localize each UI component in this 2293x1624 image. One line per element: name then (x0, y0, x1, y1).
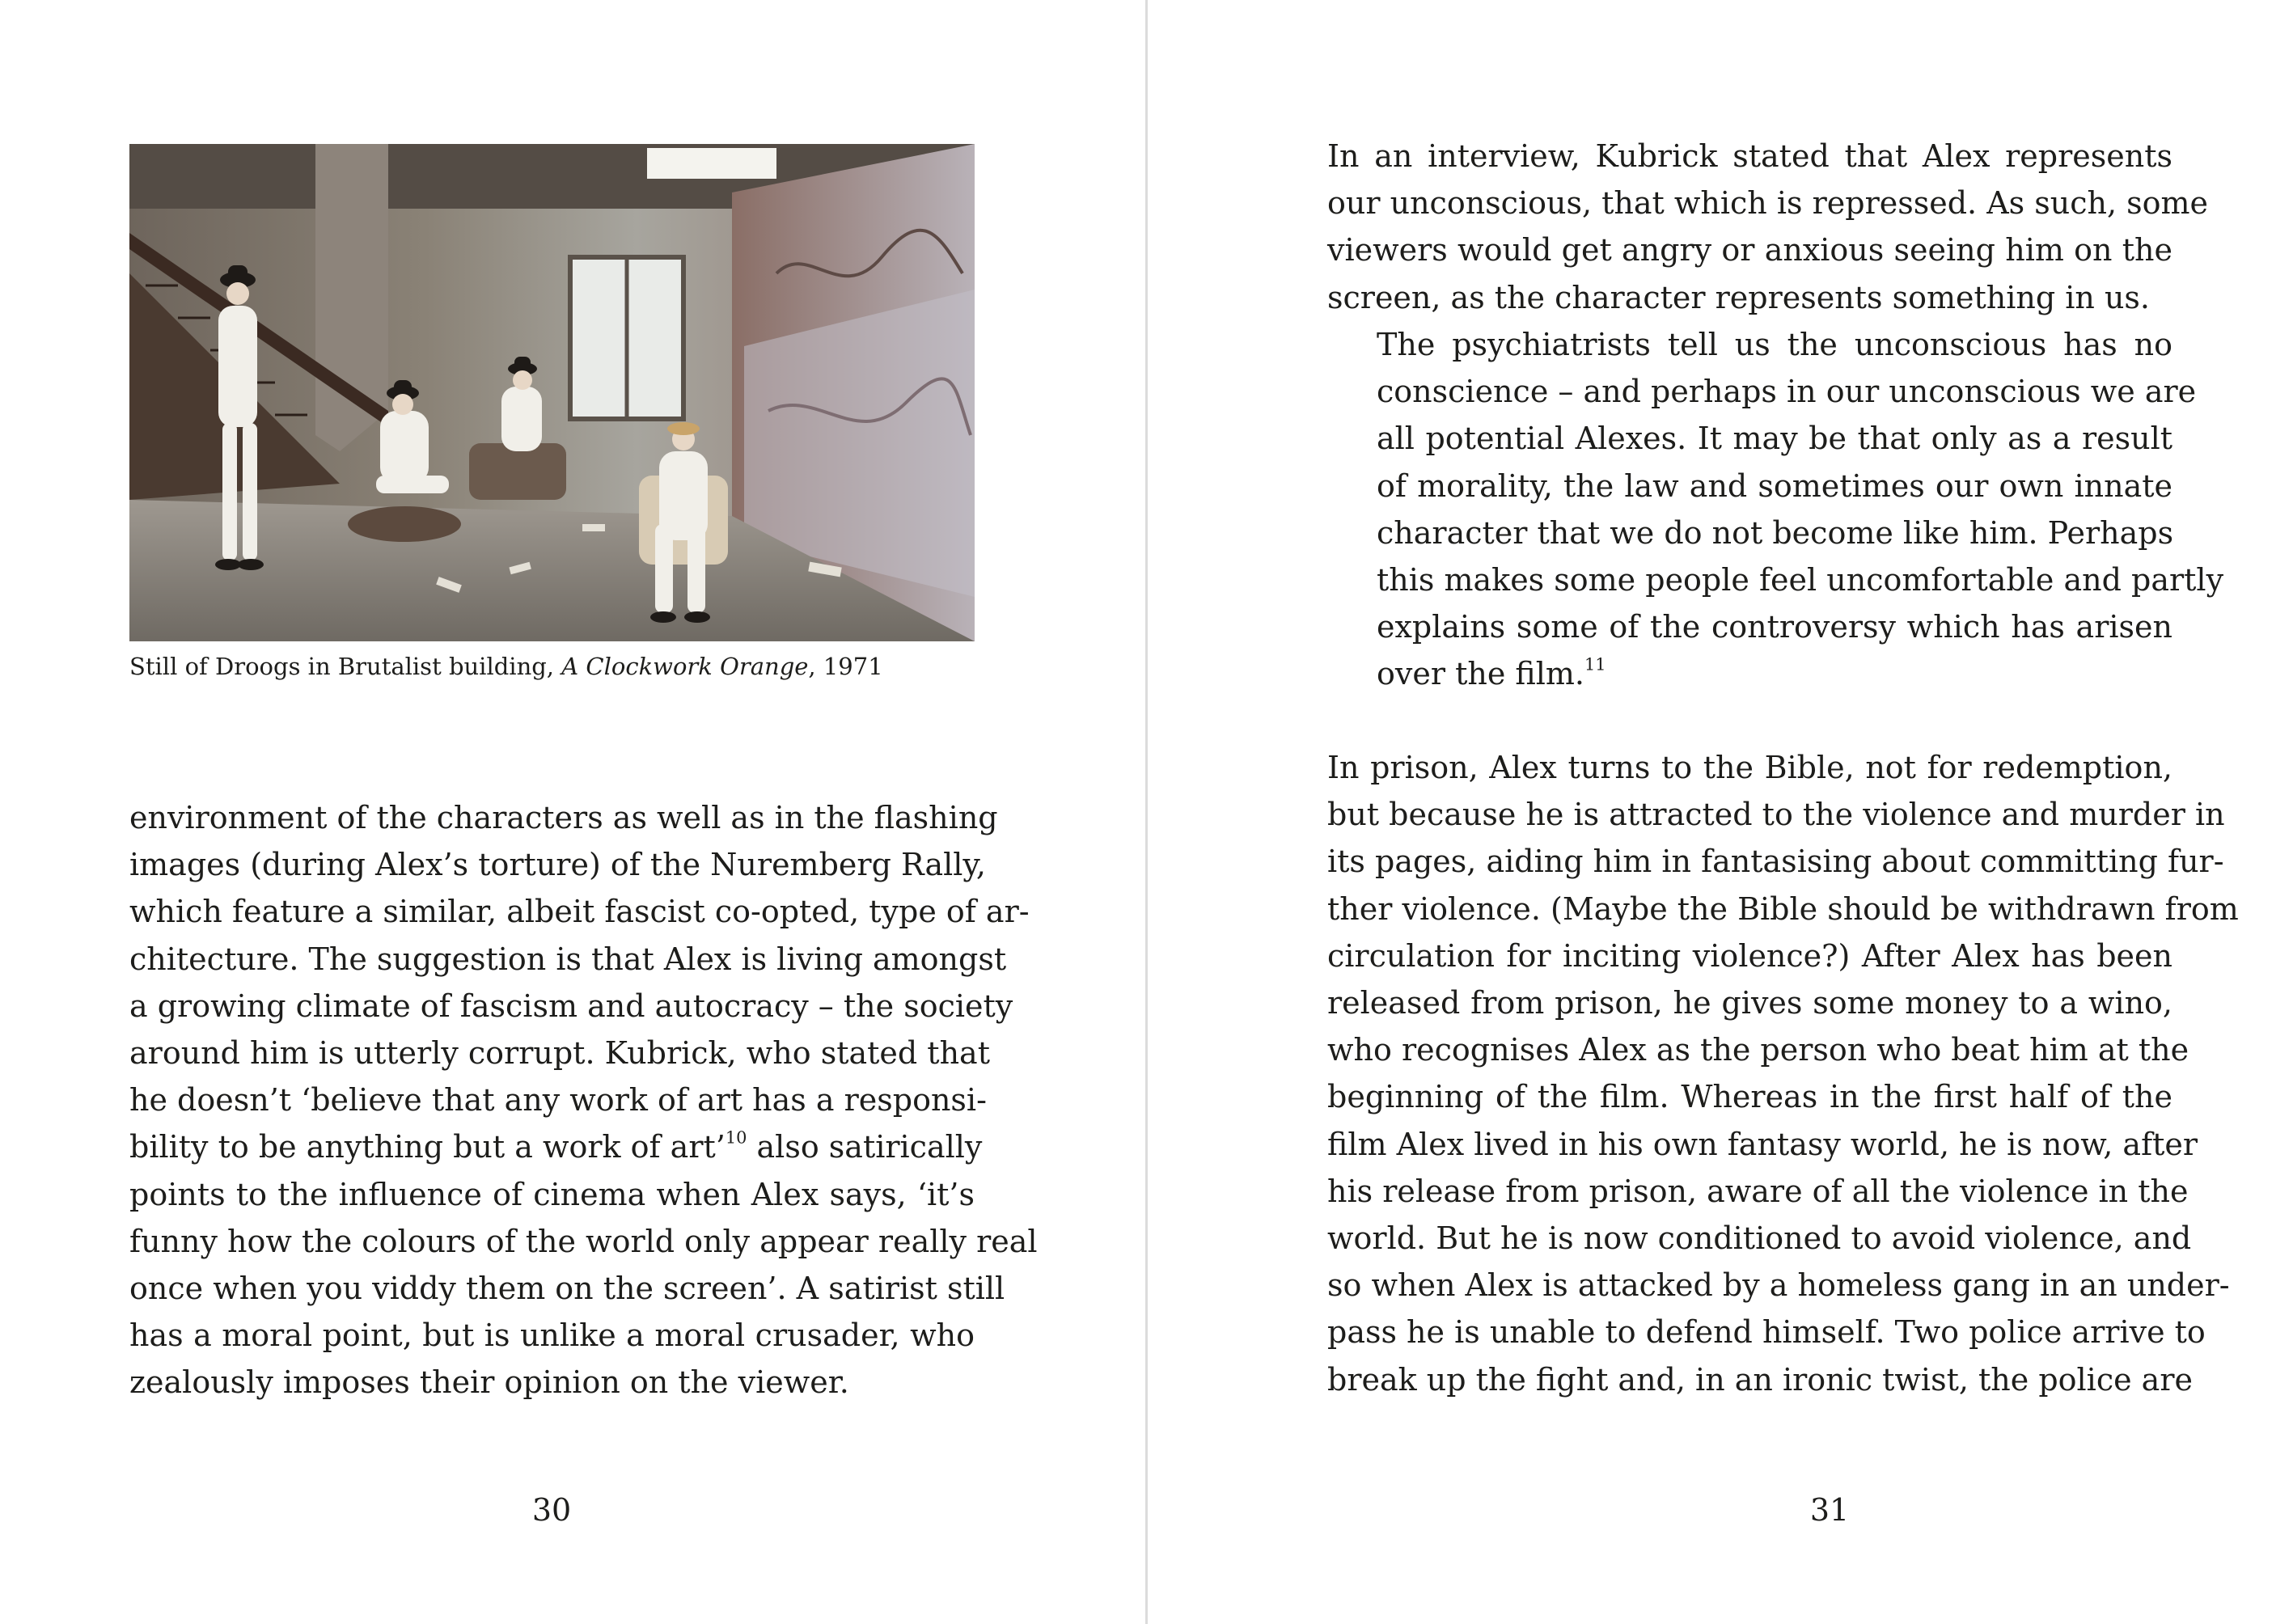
text-line: ther violence. (Maybe the Bible should be withdrawn from (1327, 890, 2239, 927)
left-body-text (129, 794, 1038, 1406)
text-line: which feature a similar, albeit fascist co-opted, type of ar- (129, 894, 1030, 930)
text-line: our unconscious, that which is repressed. As such, some (1327, 185, 2209, 222)
text-line: break up the fight and, in an ironic twist, the police are (1327, 1361, 2193, 1398)
quote-line: character that we do not become like him. Perhaps (1377, 514, 2174, 551)
text-line: film Alex lived in his own fantasy world, he is now, after (1327, 1126, 2198, 1162)
text-line: viewers would get angry or anxious seeing him on the (1327, 232, 2172, 269)
text-line: In an interview, Kubrick stated that Alex represents (1327, 138, 2172, 174)
quote-line: explains some of the controversy which has arisen (1377, 609, 2172, 645)
text-line: pass he is unable to defend himself. Two police arrive to (1327, 1314, 2206, 1351)
caption-film-title: A Clockwork Orange (561, 653, 809, 680)
text-line: screen, as the character represents something in us. (1327, 279, 2151, 315)
text-line: funny how the colours of the world only appear really real (129, 1223, 1038, 1259)
text-line: images (during Alex’s torture) of the Nuremberg Rally, (129, 847, 986, 883)
text-line: but because he is attracted to the violence and murder in (1327, 797, 2225, 833)
text-line: points to the influence of cinema when Alex says, ‘it’s (129, 1176, 975, 1212)
text-line: his release from prison, aware of all the violence in the (1327, 1173, 2189, 1209)
text-line: once when you viddy them on the screen’. A satirist still (129, 1271, 1005, 1307)
left-page (0, 0, 1145, 1624)
paragraph-prison (1327, 744, 2239, 1403)
text-line: beginning of the film. Whereas in the first half of the (1327, 1079, 2172, 1115)
right-page (1148, 0, 2293, 1624)
text-line: its pages, aiding him in fantasising about committing fur- (1327, 844, 2224, 880)
text-fragment: over the film. (1377, 656, 1585, 692)
text-line: released from prison, he gives some money to a wino, (1327, 985, 2172, 1021)
quote-line: The psychiatrists tell us the unconscious has no (1377, 327, 2172, 362)
quote-line: all potential Alexes. It may be that only as a result (1377, 421, 2172, 457)
text-line: environment of the characters as well as in the flashing (129, 800, 998, 835)
text-line: world. But he is now conditioned to avoid violence, and (1327, 1220, 2192, 1257)
page-number-right: 31 (1809, 1492, 1850, 1528)
text-line-with-footnote (129, 1123, 983, 1170)
quote-line: of morality, the law and sometimes our own innate (1377, 467, 2172, 504)
figure-caption (129, 647, 975, 686)
quote-line-with-footnote (1377, 650, 2172, 697)
text-line: has a moral point, but is unlike a moral crusader, who (129, 1317, 975, 1354)
text-line: circulation for inciting violence?) After Alex has been (1327, 937, 2172, 974)
block-quote (1377, 321, 2224, 698)
text-fragment: bility to be anything but a work of art’ (129, 1129, 726, 1165)
text-line: zealously imposes their opinion on the viewer. (129, 1364, 849, 1401)
text-line: a growing climate of fascism and autocracy – the society (129, 988, 1013, 1024)
text-line: he doesn’t ‘believe that any work of art has a responsi- (129, 1082, 987, 1119)
film-still-image (129, 144, 975, 641)
footnote-ref-11[interactable]: 11 (1584, 654, 1606, 675)
footnote-ref-10[interactable]: 10 (725, 1127, 747, 1148)
text-line: so when Alex is attacked by a homeless gang in an under- (1327, 1267, 2230, 1304)
caption-text: Still of Droogs in Brutalist building, (129, 653, 555, 680)
quote-line: this makes some people feel uncomfortable and partly (1377, 562, 2224, 598)
text-line: In prison, Alex turns to the Bible, not for redemption, (1327, 750, 2172, 785)
text-fragment: also satirically (747, 1129, 983, 1165)
text-line: around him is utterly corrupt. Kubrick, who stated that (129, 1035, 990, 1072)
caption-year: , 1971 (808, 653, 883, 680)
page-number-left: 30 (531, 1492, 572, 1528)
text-line: chitecture. The suggestion is that Alex is living amongst (129, 941, 1007, 977)
quote-line: conscience – and perhaps in our unconscious we are (1377, 374, 2197, 410)
text-line: who recognises Alex as the person who beat him at the (1327, 1032, 2189, 1068)
paragraph-interview (1327, 133, 2209, 321)
